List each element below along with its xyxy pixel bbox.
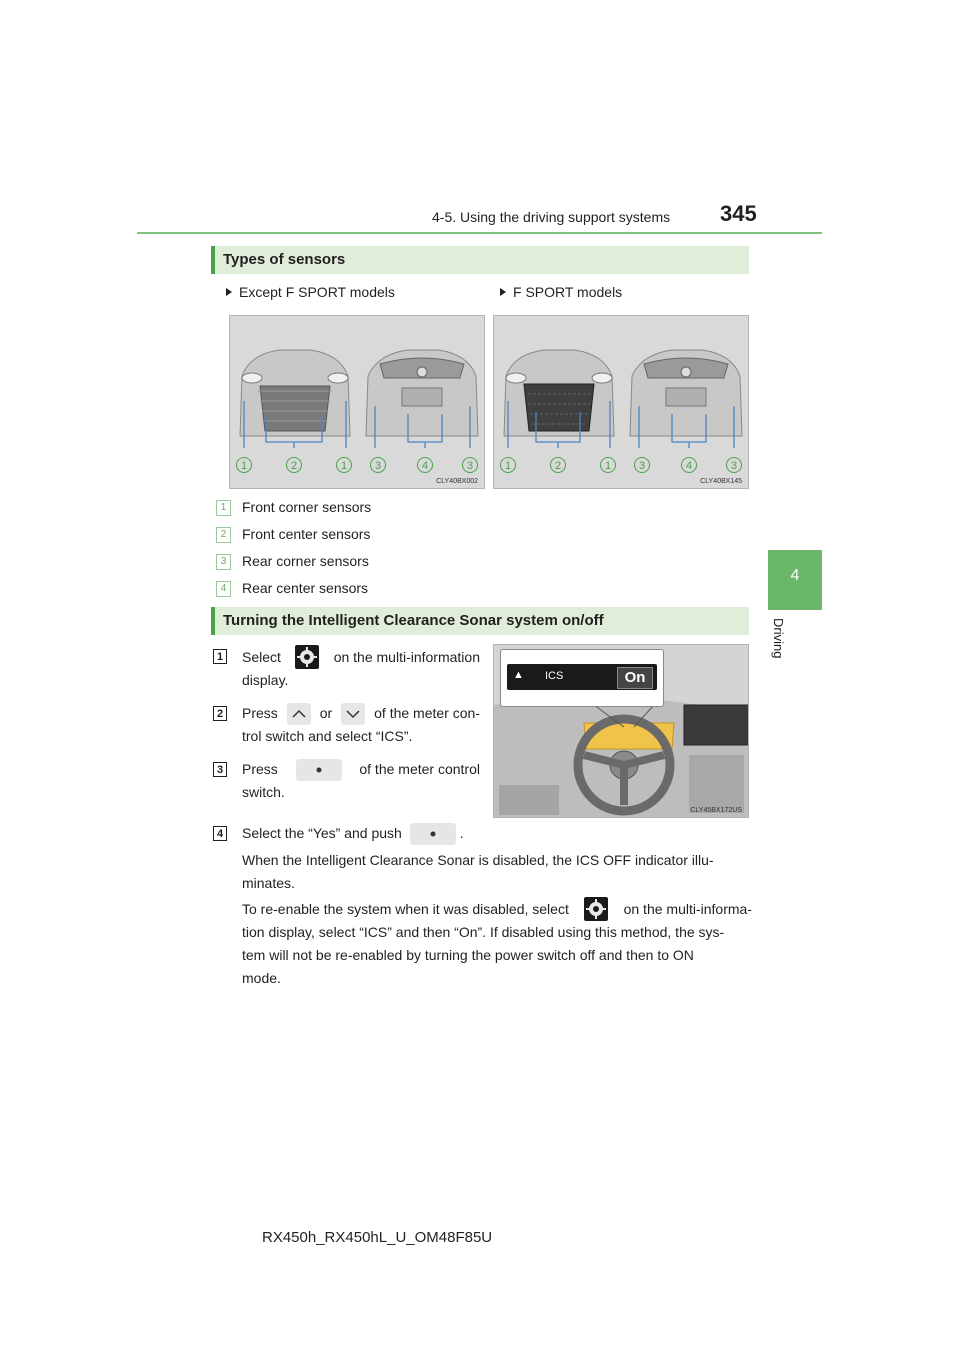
triangle-bullet-icon — [500, 288, 506, 296]
legend-num-1: 1 — [216, 500, 231, 516]
car-front-rear-illustration — [230, 316, 485, 489]
legend-front-center: Front center sensors — [242, 526, 371, 542]
reenable-note-line4: mode. — [242, 970, 281, 986]
figure-code: CLY45BX172US — [690, 807, 742, 814]
document-code: RX450h_RX450hL_U_OM48F85U — [262, 1229, 493, 1246]
chapter-label — [770, 618, 800, 678]
legend-front-corner: Front corner sensors — [242, 499, 372, 515]
step-3-press: Press — [242, 761, 278, 777]
legend-rear-center: Rear center sensors — [242, 580, 369, 596]
fig-num-2: 2 — [550, 457, 566, 473]
settings-gear-icon — [584, 897, 608, 921]
fig-num-1a: 1 — [500, 457, 516, 473]
fig-num-4: 4 — [681, 457, 697, 473]
reenable-note-a: To re-enable the system when it was disabled, select — [242, 900, 569, 917]
disabled-note — [242, 849, 752, 895]
step-2-cont: trol switch and select “ICS”. — [242, 728, 413, 744]
step-2-press: Press — [242, 705, 278, 721]
display-callout — [500, 649, 664, 707]
car-front-rear-fsport-illustration — [494, 316, 749, 489]
reenable-note — [242, 897, 752, 990]
sensor-figure-standard — [229, 315, 485, 489]
fig-num-1a: 1 — [236, 457, 252, 473]
car-sonar-icon: ▲ — [513, 669, 524, 681]
enter-button-icon — [296, 759, 342, 781]
step-3-cont: switch. — [242, 784, 285, 800]
on-value: On — [617, 667, 653, 689]
step-2-text — [242, 702, 480, 748]
legend-rear-corner: Rear corner sensors — [242, 553, 369, 569]
reenable-note-line2: tion display, select “ICS” and then “On”. If disabled using this method, the sys- — [242, 924, 725, 940]
step-4-select: Select the “Yes” and push — [242, 825, 402, 841]
figure-code: CLY40BX002 — [436, 478, 478, 485]
disabled-note-line1: When the Intelligent Clearance Sonar is disabled, the ICS OFF indicator illu- — [242, 852, 714, 868]
fig-num-3a: 3 — [634, 457, 650, 473]
fig-num-4: 4 — [417, 457, 433, 473]
reenable-note-line3: tem will not be re-enabled by turning the power switch off and then to ON — [242, 947, 694, 963]
fsport-label — [500, 284, 622, 300]
enter-button-icon — [410, 823, 456, 845]
step-1-cont: display. — [242, 672, 289, 688]
fig-num-1b: 1 — [336, 457, 352, 473]
legend-num-2: 2 — [216, 527, 231, 543]
up-arrow-button-icon — [287, 703, 311, 725]
chapter-number: 4 — [790, 567, 800, 584]
settings-gear-icon — [295, 645, 319, 669]
chapter-label-text: Driving — [771, 618, 786, 659]
fsport-text: F SPORT models — [513, 284, 623, 300]
step-number-4: 4 — [213, 826, 227, 841]
sensor-figure-fsport — [493, 315, 749, 489]
fig-num-1b: 1 — [600, 457, 616, 473]
dashboard-figure — [493, 644, 749, 818]
step-2-or: or — [319, 705, 333, 721]
ics-menu-row — [507, 664, 657, 690]
legend-num-3: 3 — [216, 554, 231, 570]
except-fsport-label — [226, 284, 395, 300]
sensors-section-heading: Types of sensors — [211, 246, 749, 274]
step-number-2: 2 — [213, 706, 227, 721]
step-3-text — [242, 758, 480, 804]
ics-label: ICS — [545, 670, 564, 682]
fig-num-3a: 3 — [370, 457, 386, 473]
step-4-text — [242, 822, 752, 845]
legend-num-4: 4 — [216, 581, 231, 597]
page-number: 345 — [720, 201, 757, 226]
figure-code: CLY40BX145 — [700, 478, 742, 485]
reenable-note-b: on the multi-informa- — [623, 900, 752, 917]
fig-num-3b: 3 — [462, 457, 478, 473]
step-1-text — [242, 645, 480, 692]
triangle-bullet-icon — [226, 288, 232, 296]
step-number-3: 3 — [213, 762, 227, 777]
fig-num-3b: 3 — [726, 457, 742, 473]
ics-section-heading: Turning the Intelligent Clearance Sonar system on/off — [211, 607, 749, 635]
step-4-period: . — [459, 825, 464, 841]
down-arrow-button-icon — [341, 703, 365, 725]
header-divider — [137, 232, 822, 234]
except-fsport-text: Except F SPORT models — [239, 284, 395, 300]
section-title: 4-5. Using the driving support systems — [432, 209, 671, 225]
fig-num-2: 2 — [286, 457, 302, 473]
disabled-note-line2: minates. — [242, 875, 295, 891]
step-3-mid: of the meter control — [359, 761, 480, 777]
step-2-mid: of the meter con- — [374, 705, 480, 721]
step-1-select: Select — [242, 648, 281, 665]
step-1-mid: on the multi-information — [333, 648, 480, 665]
step-number-1: 1 — [213, 649, 227, 664]
